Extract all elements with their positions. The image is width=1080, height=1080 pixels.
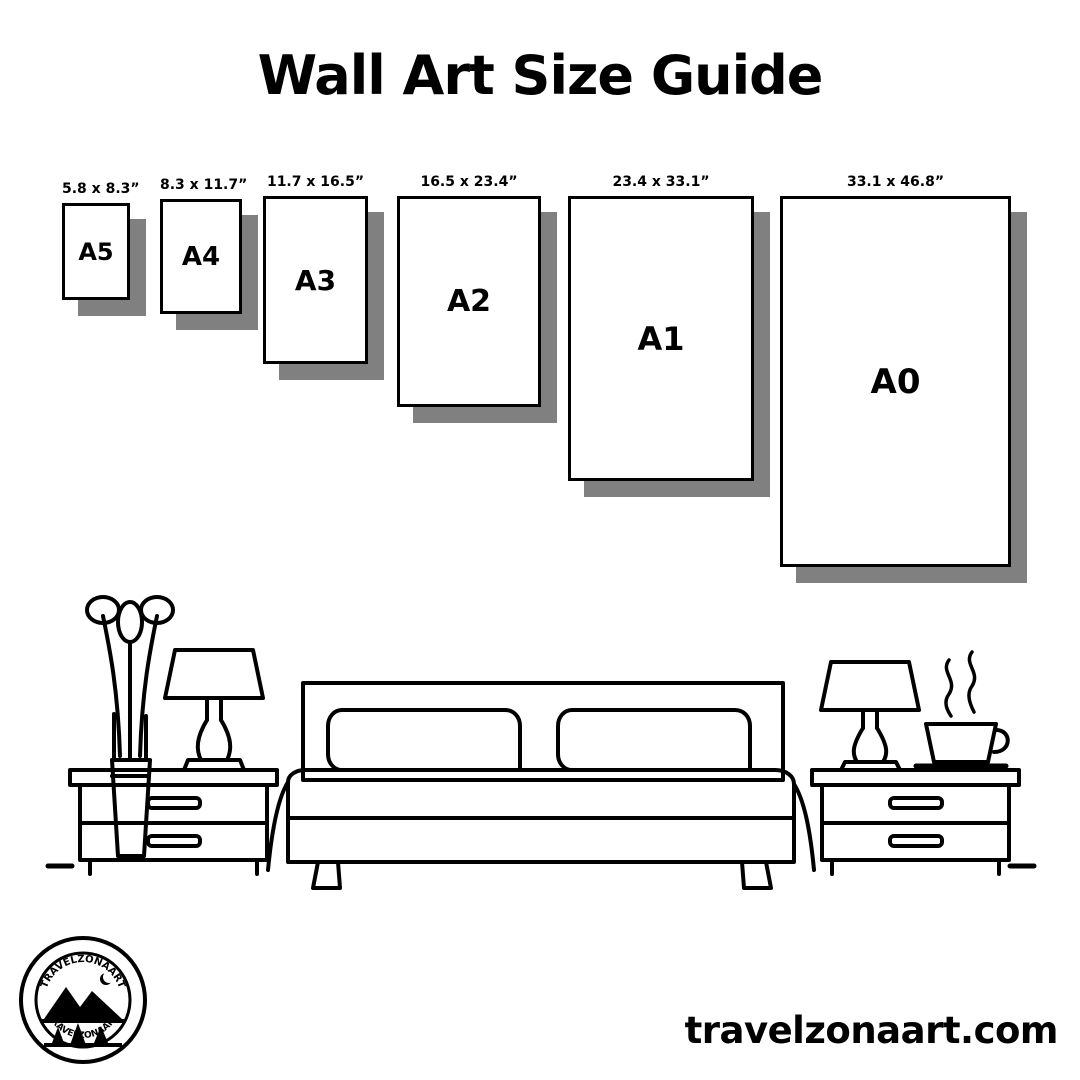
- frame-size-label: A0: [870, 361, 921, 402]
- frame-dimension-label: 23.4 x 33.1”: [612, 174, 710, 190]
- frame-size-label: A2: [446, 284, 492, 319]
- frame-box: [780, 196, 1011, 567]
- website-url: travelzonaart.com: [684, 1009, 1058, 1052]
- logo-bottom-text: TRAVELZONAART: [45, 1012, 121, 1042]
- nightstand-right: [812, 770, 1019, 874]
- frame-dimension-label: 33.1 x 46.8”: [846, 174, 945, 190]
- nightstand-left: [70, 770, 277, 874]
- coffee-cup: [916, 652, 1008, 766]
- plant-in-vase: [87, 597, 173, 856]
- frame-box: [160, 199, 242, 314]
- frame-dimension-label: 5.8 x 8.3”: [62, 181, 140, 197]
- table-lamp-right: [821, 662, 919, 770]
- frame-size-label: A3: [294, 263, 337, 297]
- logo-top-text: TRAVELZONAART: [39, 953, 127, 990]
- svg-text:TRAVELZONAART: [39, 954, 127, 990]
- frame-dimension-label: 11.7 x 16.5”: [266, 174, 365, 190]
- bedroom-illustration: [0, 570, 1080, 910]
- table-lamp-left: [165, 650, 263, 770]
- frame-size-label: A1: [637, 319, 685, 358]
- frame-box: [568, 196, 754, 481]
- frame-size-label: A5: [78, 237, 114, 266]
- frame-dimension-label: 8.3 x 11.7”: [160, 177, 248, 193]
- frame-box: [263, 196, 368, 364]
- frame-box: [397, 196, 541, 407]
- brand-logo: [18, 935, 148, 1065]
- frame-box: [62, 203, 130, 300]
- frame-dimension-label: 16.5 x 23.4”: [420, 174, 518, 190]
- frame-size-label: A4: [181, 241, 221, 272]
- page-title: Wall Art Size Guide: [257, 44, 823, 107]
- bed: [268, 683, 814, 888]
